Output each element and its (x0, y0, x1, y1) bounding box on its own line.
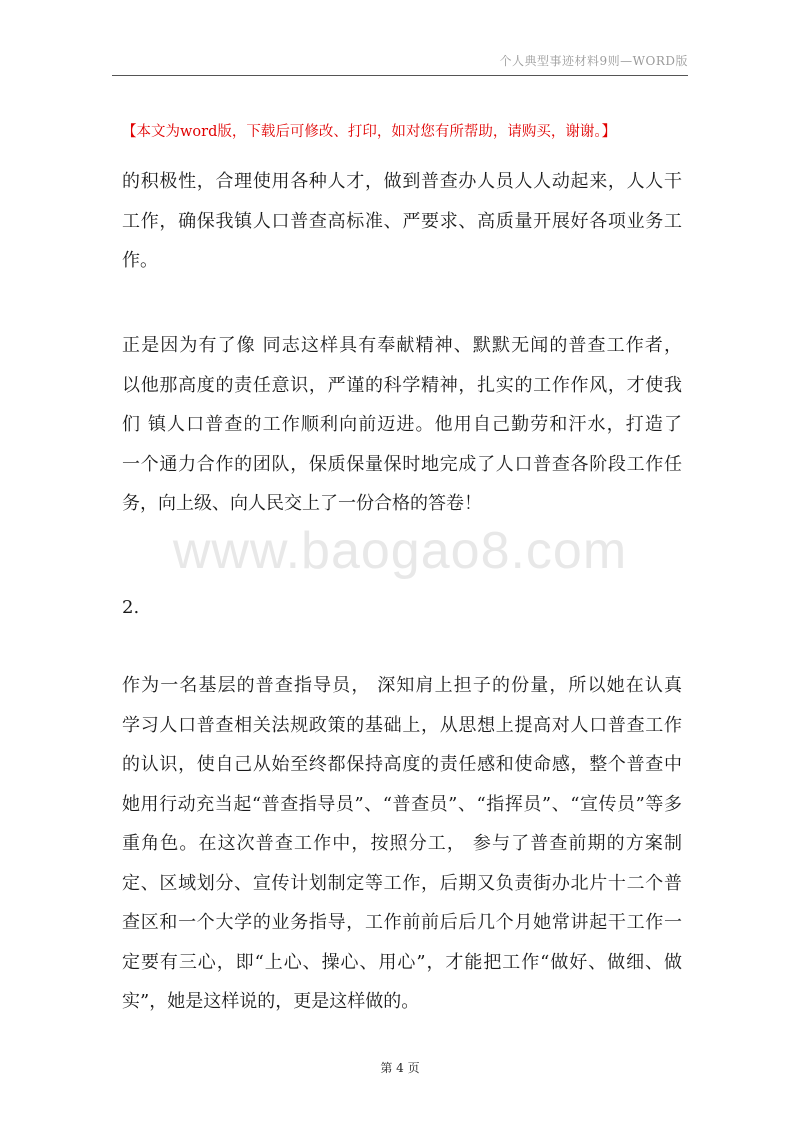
section-number-label: 2. (122, 597, 140, 618)
paragraph-line: 的积极性，合理使用各种人才，做到普查办人员人人动起来，人人干 (122, 171, 682, 192)
download-notice: 【本文为word版，下载后可修改、打印，如对您有所帮助，请购买，谢谢。】 (122, 124, 617, 140)
paragraph-line: 学习人口普查相关法规政策的基础上，从思想上提高对人口普查工作 (122, 714, 682, 736)
page-number: 第 4 页 (380, 1061, 420, 1075)
paragraph-line: 作。 (122, 250, 158, 271)
header-divider (112, 75, 688, 76)
paragraph-line: 一个通力合作的团队，保质保量保时地完成了人口普查各阶段工作任 (122, 453, 682, 475)
paragraph-3 (122, 666, 682, 1022)
paragraph-line: 以他那高度的责任意识，严谨的科学精神，扎实的工作作风，才使我 (122, 374, 682, 396)
paragraph-line: 定、区域划分、宣传计划制定等工作，后期又负责街办北片十二个普 (122, 872, 682, 894)
paragraph-line: 务，向上级、向人民交上了一份合格的答卷！ (122, 493, 482, 514)
paragraph-1 (122, 162, 682, 281)
paragraph-line: 查区和一个大学的业务指导，工作前前后后几个月她常讲起干工作一 (122, 912, 682, 933)
paragraph-line: 工作，确保我镇人口普查高标准、严要求、高质量开展好各项业务工 (122, 210, 682, 232)
paragraph-2 (122, 326, 682, 524)
paragraph-line: 的认识，使自己从始至终都保持高度的责任感和使命感，整个普查中 (122, 754, 682, 775)
paragraph-line: 实”，她是这样说的，更是这样做的。 (122, 991, 420, 1012)
paragraph-line: 们 镇人口普查的工作顺利向前迈进。他用自己勤劳和汗水，打造了 (122, 414, 682, 435)
paragraph-line: 定要有三心，即“上心、操心、用心”，才能把工作“做好、做细、做 (122, 951, 682, 973)
header-title: 个人典型事迹材料9则—WORD版 (499, 54, 688, 68)
paragraph-line: 她用行动充当起“普查指导员”、“普查员”、“指挥员”、“宣传员”等多 (122, 793, 682, 815)
watermark: www.baogao8.com (172, 522, 628, 580)
paragraph-line: 正是因为有了像 同志这样具有奉献精神、默默无闻的普查工作者， (122, 335, 682, 356)
paragraph-line: 作为一名基层的普查指导员， 深知肩上担子的份量，所以她在认真 (122, 675, 682, 696)
paragraph-line: 重角色。在这次普查工作中，按照分工， 参与了普查前期的方案制 (122, 833, 682, 854)
section-number (122, 588, 682, 628)
